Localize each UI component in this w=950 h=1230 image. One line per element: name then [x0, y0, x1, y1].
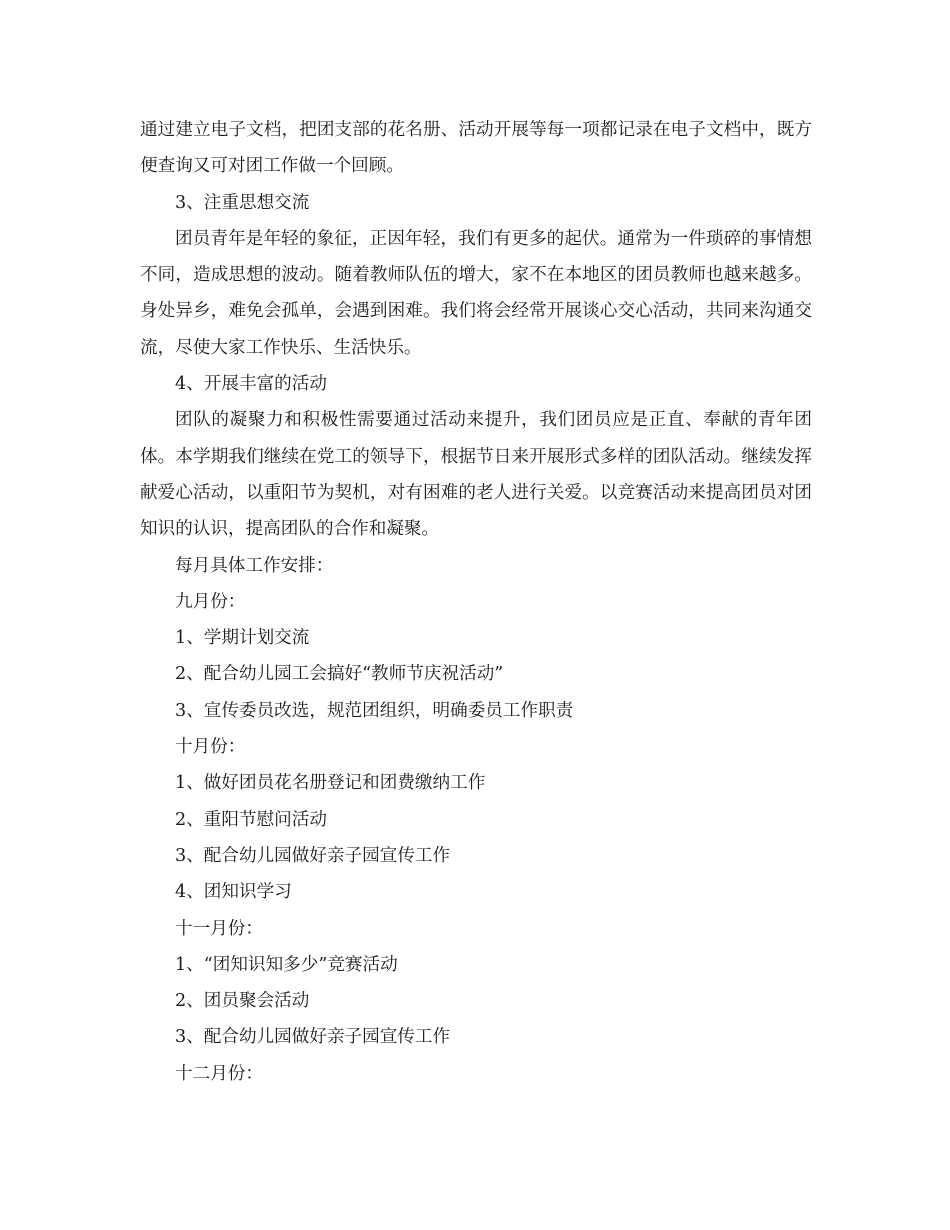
document-body	[140, 112, 812, 1092]
list-item: 3、配合幼儿园做好亲子园宣传工作	[175, 1027, 451, 1048]
list-item: 1、做好团员花名册登记和团费缴纳工作	[175, 773, 486, 794]
list-item: 3、配合幼儿园做好亲子园宣传工作	[175, 845, 451, 866]
list-item: 4、团知识学习	[175, 882, 292, 903]
list-item: 3、宣传委员改选，规范团组织，明确委员工作职责	[175, 700, 574, 721]
list-item: 2、团员聚会活动	[175, 991, 310, 1012]
paragraph-activities: 团队的凝聚力和积极性需要通过活动来提升，我们团员应是正直、奉献的青年团体。本学期我们继续在党工的领导下，根据节日来开展形式多样的团队活动。继续发挥献爱心活动，以重阳节为契机，对有困难的老人进行关爱。以竞赛活动来提高团员对团知识的认识，提高团队的合作和凝聚。	[140, 410, 812, 540]
paragraph-thought-exchange: 团员青年是年轻的象征，正因年轻，我们有更多的起伏。通常为一件琐碎的事情想不同，造成思想的波动。随着教师队伍的增大，家不在本地区的团员教师也越来越多。身处异乡，难免会孤单，会遇到困难。我们将会经常开展谈心交心活动，共同来沟通交流，尽使大家工作快乐、生活快乐。	[140, 228, 812, 358]
section-heading-activities: 4、开展丰富的活动	[175, 374, 327, 395]
month-heading-december: 十二月份：	[175, 1063, 263, 1084]
month-heading-october: 十月份：	[175, 737, 246, 758]
month-heading-september: 九月份：	[175, 591, 246, 612]
paragraph-electronic-records: 通过建立电子文档，把团支部的花名册、活动开展等每一项都记录在电子文档中，既方便查询又可对团工作做一个回顾。	[140, 120, 812, 177]
list-item: 2、重阳节慰问活动	[175, 809, 327, 830]
list-item: 1、学期计划交流	[175, 628, 310, 649]
list-item: 2、配合幼儿园工会搞好“教师节庆祝活动”	[175, 664, 504, 685]
section-heading-thought-exchange: 3、注重思想交流	[175, 192, 310, 213]
list-item: 1、“团知识知多少”竞赛活动	[175, 954, 398, 975]
month-heading-november: 十一月份：	[175, 918, 263, 939]
monthly-plan-heading: 每月具体工作安排：	[175, 555, 334, 576]
